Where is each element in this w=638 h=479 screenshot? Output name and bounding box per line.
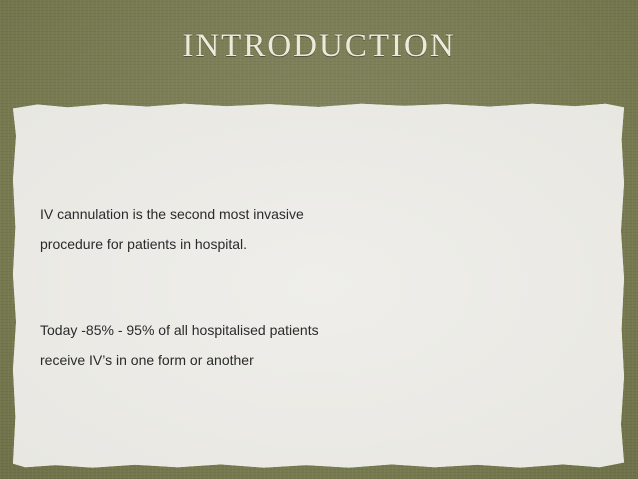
content-panel bbox=[13, 103, 624, 468]
paragraph-1-line-1: IV cannulation is the second most invasive bbox=[40, 206, 304, 222]
paragraph-2-line-2: receive IV’s in one form or another bbox=[40, 352, 254, 368]
paragraph-2-line-1: Today -85% - 95% of all hospitalised patients bbox=[40, 322, 319, 338]
paragraph-1-line-2: procedure for patients in hospital. bbox=[40, 236, 248, 252]
intro-paragraph-1 bbox=[40, 199, 304, 259]
slide-title: INTRODUCTION bbox=[182, 28, 456, 64]
intro-paragraph-2 bbox=[40, 315, 319, 375]
